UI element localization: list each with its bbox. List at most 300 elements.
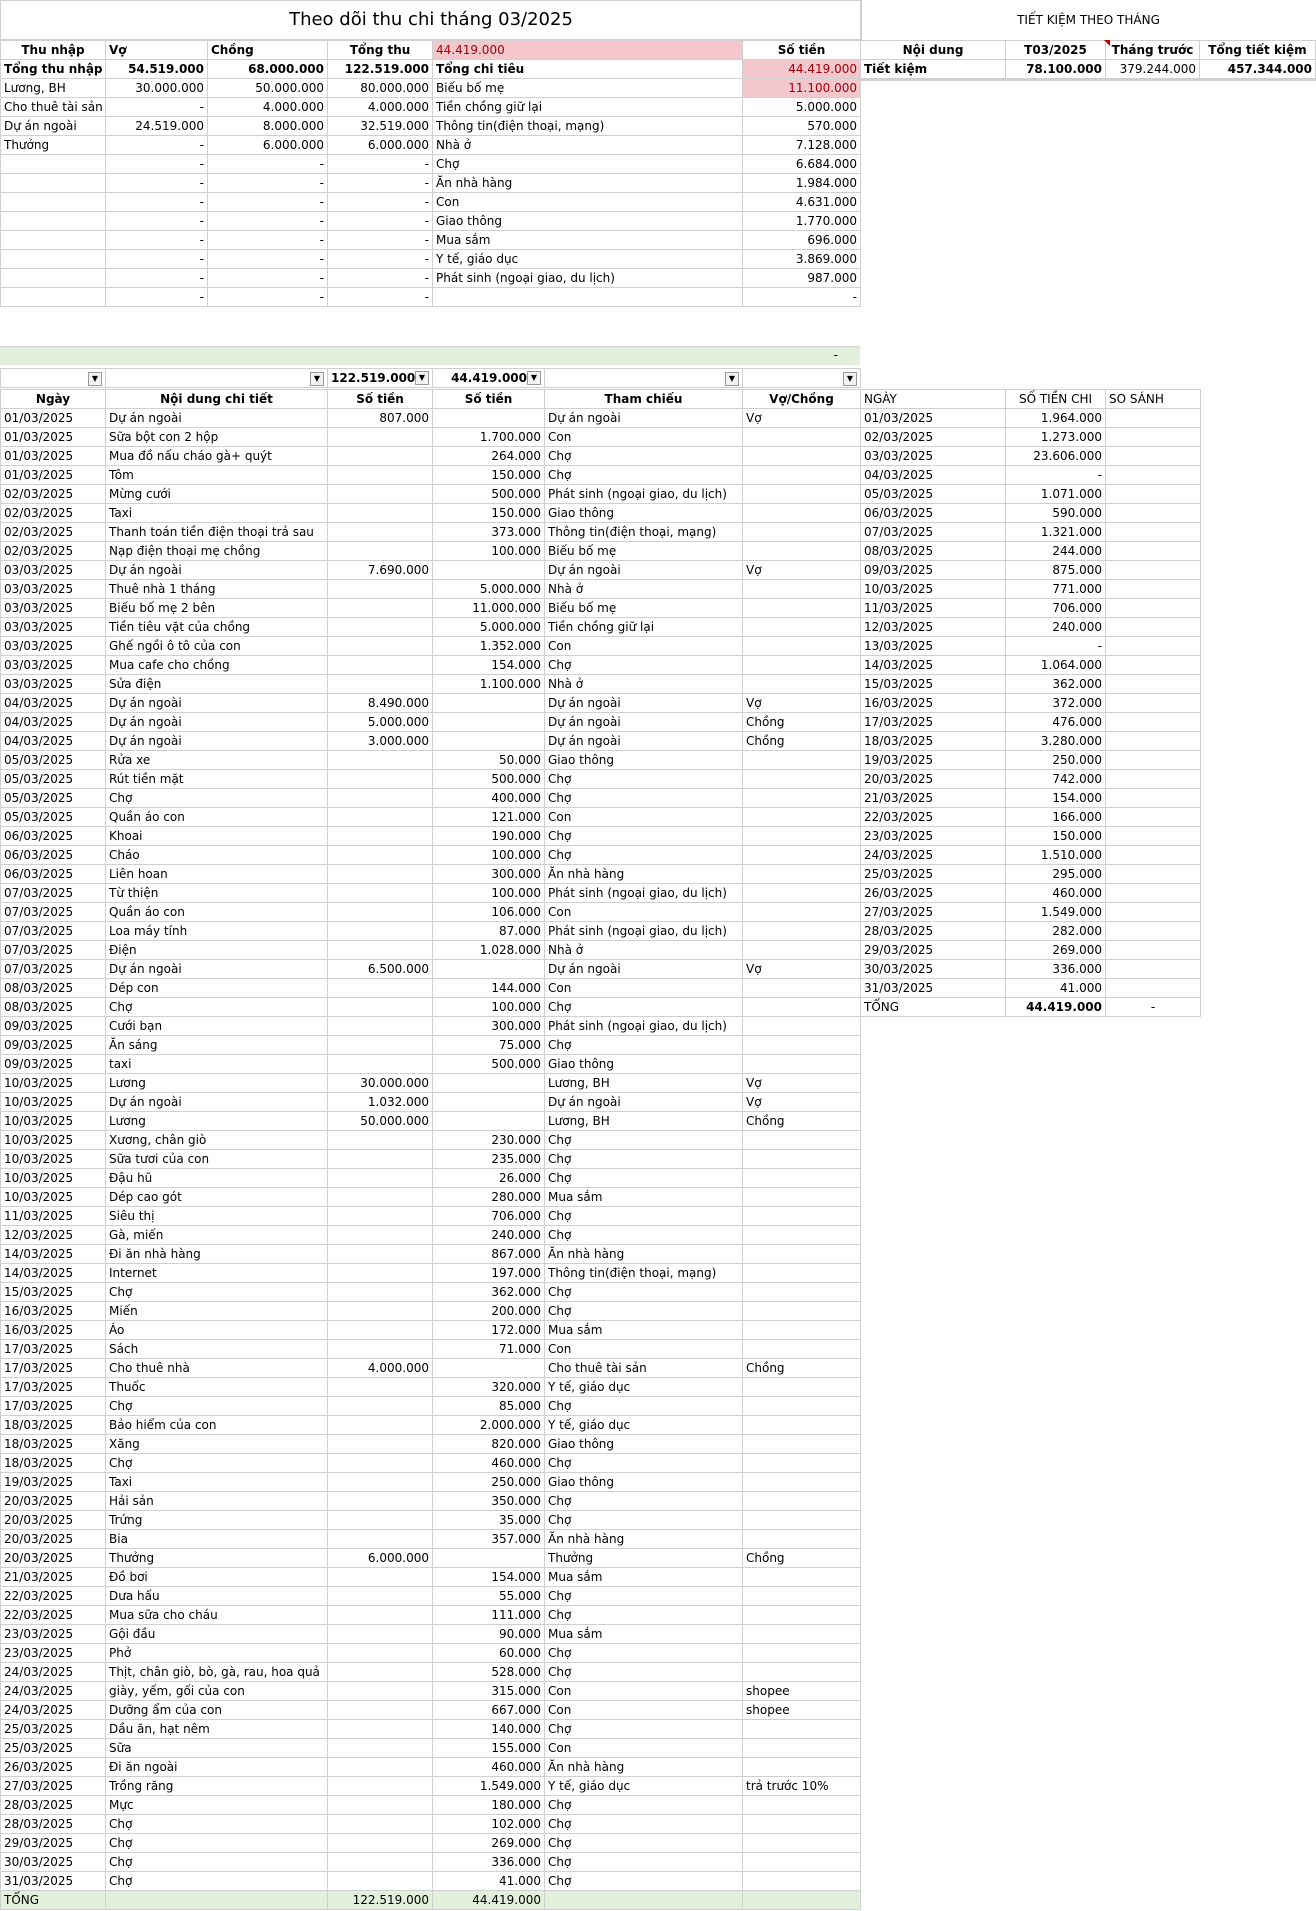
daily-row — [861, 979, 1201, 998]
expense-amount: 1.770.000 — [743, 212, 861, 231]
person-cell — [743, 599, 861, 618]
description-cell: Xương, chân giò — [106, 1131, 328, 1150]
person-cell — [743, 998, 861, 1017]
description-cell: Chợ — [106, 1283, 328, 1302]
transaction-row[interactable] — [1, 1321, 861, 1340]
description-cell: Dép cao gót — [106, 1188, 328, 1207]
reference-cell: Dự án ngoài — [545, 960, 743, 979]
transaction-row[interactable] — [1, 1055, 861, 1074]
transaction-row[interactable] — [1, 1511, 861, 1530]
transaction-row[interactable] — [1, 1150, 861, 1169]
transaction-row[interactable] — [1, 1777, 861, 1796]
reference-cell: Con — [545, 637, 743, 656]
daily-date: 25/03/2025 — [861, 865, 1006, 884]
transaction-row[interactable] — [1, 1625, 861, 1644]
person-cell — [743, 1815, 861, 1834]
description-cell: Dự án ngoài — [106, 1093, 328, 1112]
person-cell — [743, 1378, 861, 1397]
transaction-row[interactable] — [1, 428, 861, 447]
transaction-row[interactable] — [1, 1188, 861, 1207]
daily-amount: 1.273.000 — [1006, 428, 1106, 447]
person-cell — [743, 523, 861, 542]
date-cell: 23/03/2025 — [1, 1625, 106, 1644]
transaction-row[interactable] — [1, 1720, 861, 1739]
daily-compare — [1106, 941, 1201, 960]
transaction-row[interactable] — [1, 1796, 861, 1815]
total-income: - — [328, 288, 433, 307]
date-cell: 16/03/2025 — [1, 1321, 106, 1340]
reference-cell: Chợ — [545, 466, 743, 485]
transaction-row[interactable] — [1, 713, 861, 732]
total-income: - — [328, 174, 433, 193]
transaction-row[interactable] — [1, 1435, 861, 1454]
reference-cell: Ăn nhà hàng — [545, 1758, 743, 1777]
income-amount-cell — [328, 1245, 433, 1264]
header-cell: Nội dung — [861, 41, 1006, 60]
expense-amount-cell — [433, 1359, 545, 1378]
expense-amount-cell: 1.352.000 — [433, 637, 545, 656]
date-cell: 20/03/2025 — [1, 1549, 106, 1568]
person-cell — [743, 1397, 861, 1416]
description-cell: Thưởng — [106, 1549, 328, 1568]
header-cell: Số tiền — [433, 390, 545, 409]
transaction-row[interactable] — [1, 618, 861, 637]
income-amount-cell — [328, 1226, 433, 1245]
income-header-row — [1, 41, 861, 60]
person-cell: Vợ — [743, 960, 861, 979]
date-cell: 05/03/2025 — [1, 808, 106, 827]
date-cell: 21/03/2025 — [1, 1568, 106, 1587]
reference-cell: Chợ — [545, 1815, 743, 1834]
filter-cell[interactable] — [743, 369, 861, 388]
person-cell — [743, 1872, 861, 1891]
date-cell: 18/03/2025 — [1, 1435, 106, 1454]
transaction-row[interactable] — [1, 1036, 861, 1055]
wife-amount: - — [106, 231, 208, 250]
income-row — [1, 60, 861, 79]
income-label — [1, 269, 106, 288]
expense-amount: 3.869.000 — [743, 250, 861, 269]
person-cell — [743, 1435, 861, 1454]
filter-dropdown-icon[interactable]: ▼ — [527, 371, 541, 385]
transaction-row[interactable] — [1, 1264, 861, 1283]
expense-category: Thông tin(điện thoại, mạng) — [433, 117, 743, 136]
transaction-row[interactable] — [1, 922, 861, 941]
person-cell — [743, 1245, 861, 1264]
daily-compare — [1106, 979, 1201, 998]
daily-date: 05/03/2025 — [861, 485, 1006, 504]
income-amount-cell — [328, 1435, 433, 1454]
expense-category: Mua sắm — [433, 231, 743, 250]
date-cell: 17/03/2025 — [1, 1397, 106, 1416]
income-amount-cell — [328, 1606, 433, 1625]
transaction-row[interactable] — [1, 466, 861, 485]
date-cell: 03/03/2025 — [1, 580, 106, 599]
transaction-row[interactable] — [1, 1359, 861, 1378]
transaction-row[interactable] — [1, 1530, 861, 1549]
daily-date: 03/03/2025 — [861, 447, 1006, 466]
filter-dropdown-icon[interactable]: ▼ — [310, 372, 324, 386]
daily-compare — [1106, 770, 1201, 789]
income-amount-cell — [328, 1321, 433, 1340]
expense-amount-cell: 60.000 — [433, 1644, 545, 1663]
income-amount-cell: 6.000.000 — [328, 1549, 433, 1568]
transaction-row[interactable] — [1, 1492, 861, 1511]
income-amount-cell: 807.000 — [328, 409, 433, 428]
expense-amount-cell: 336.000 — [433, 1853, 545, 1872]
transaction-row[interactable] — [1, 998, 861, 1017]
filter-cell[interactable] — [106, 369, 328, 388]
income-amount-cell — [328, 428, 433, 447]
transaction-row[interactable] — [1, 1397, 861, 1416]
date-cell: 25/03/2025 — [1, 1739, 106, 1758]
transaction-row[interactable] — [1, 656, 861, 675]
transaction-row[interactable] — [1, 865, 861, 884]
person-cell — [743, 1625, 861, 1644]
description-cell: Cưới bạn — [106, 1017, 328, 1036]
date-cell: 28/03/2025 — [1, 1796, 106, 1815]
reference-cell: Chợ — [545, 846, 743, 865]
reference-cell: Chợ — [545, 1644, 743, 1663]
daily-row — [861, 561, 1201, 580]
person-cell — [743, 1473, 861, 1492]
transaction-row[interactable] — [1, 1340, 861, 1359]
reference-cell: Phát sinh (ngoại giao, du lịch) — [545, 485, 743, 504]
reference-cell: Dự án ngoài — [545, 732, 743, 751]
person-cell — [743, 922, 861, 941]
person-cell — [743, 428, 861, 447]
wife-amount: - — [106, 269, 208, 288]
transaction-row[interactable] — [1, 1074, 861, 1093]
description-cell: Khoai — [106, 827, 328, 846]
husband-amount: - — [208, 288, 328, 307]
income-amount-cell — [328, 1644, 433, 1663]
daily-date: 04/03/2025 — [861, 466, 1006, 485]
reference-cell: Con — [545, 1682, 743, 1701]
transaction-row[interactable] — [1, 1853, 861, 1872]
daily-compare — [1106, 599, 1201, 618]
reference-cell: Giao thông — [545, 504, 743, 523]
date-cell: 05/03/2025 — [1, 770, 106, 789]
total-income: - — [328, 155, 433, 174]
person-cell — [743, 1302, 861, 1321]
date-cell: 01/03/2025 — [1, 409, 106, 428]
income-amount-cell — [328, 1340, 433, 1359]
person-cell: trả trước 10% — [743, 1777, 861, 1796]
date-cell: 30/03/2025 — [1, 1853, 106, 1872]
date-cell: 02/03/2025 — [1, 504, 106, 523]
person-cell: shopee — [743, 1701, 861, 1720]
transaction-row[interactable] — [1, 1663, 861, 1682]
filter-amount-in: 122.519.000 — [331, 371, 416, 385]
reference-cell: Chợ — [545, 1511, 743, 1530]
reference-cell: Chợ — [545, 1302, 743, 1321]
filter-cell[interactable] — [328, 369, 433, 388]
description-cell: taxi — [106, 1055, 328, 1074]
daily-date: 15/03/2025 — [861, 675, 1006, 694]
total-income: - — [328, 212, 433, 231]
description-cell: Hải sản — [106, 1492, 328, 1511]
transaction-row[interactable] — [1, 447, 861, 466]
header-cell: Tháng trước — [1106, 41, 1200, 60]
transaction-row[interactable] — [1, 1606, 861, 1625]
description-cell: Mừng cưới — [106, 485, 328, 504]
person-cell — [743, 1207, 861, 1226]
transaction-row[interactable] — [1, 523, 861, 542]
transaction-row[interactable] — [1, 941, 861, 960]
daily-row — [861, 827, 1201, 846]
filter-dropdown-icon[interactable]: ▼ — [725, 372, 739, 386]
filter-cell[interactable] — [545, 369, 743, 388]
reference-cell: Con — [545, 1340, 743, 1359]
reference-cell: Chợ — [545, 770, 743, 789]
reference-cell: Con — [545, 979, 743, 998]
transaction-row[interactable] — [1, 580, 861, 599]
filter-cell[interactable] — [433, 369, 545, 388]
transaction-row[interactable] — [1, 1644, 861, 1663]
person-cell — [743, 1283, 861, 1302]
income-amount-cell — [328, 1055, 433, 1074]
description-cell: Siêu thị — [106, 1207, 328, 1226]
transaction-row[interactable] — [1, 675, 861, 694]
date-cell: 08/03/2025 — [1, 998, 106, 1017]
daily-amount: 244.000 — [1006, 542, 1106, 561]
reference-cell: Con — [545, 808, 743, 827]
income-amount-cell — [328, 1492, 433, 1511]
savings-label: Tiết kiệm — [861, 60, 1006, 79]
date-cell: 07/03/2025 — [1, 960, 106, 979]
transaction-row[interactable] — [1, 827, 861, 846]
person-cell — [743, 1264, 861, 1283]
expense-amount-cell: 269.000 — [433, 1834, 545, 1853]
expense-amount-cell: 264.000 — [433, 447, 545, 466]
daily-compare — [1106, 846, 1201, 865]
expense-amount-cell: 1.100.000 — [433, 675, 545, 694]
transaction-row[interactable] — [1, 1815, 861, 1834]
expense-amount-cell: 240.000 — [433, 1226, 545, 1245]
daily-amount: 476.000 — [1006, 713, 1106, 732]
filter-dropdown-icon[interactable]: ▼ — [88, 372, 102, 386]
reference-cell: Chợ — [545, 1131, 743, 1150]
transaction-row[interactable] — [1, 599, 861, 618]
transaction-row[interactable] — [1, 1245, 861, 1264]
transaction-row[interactable] — [1, 1758, 861, 1777]
description-cell: Dự án ngoài — [106, 732, 328, 751]
date-cell: 07/03/2025 — [1, 903, 106, 922]
description-cell: Điện — [106, 941, 328, 960]
daily-row — [861, 542, 1201, 561]
expense-amount: 5.000.000 — [743, 98, 861, 117]
transaction-row[interactable] — [1, 694, 861, 713]
income-row — [1, 117, 861, 136]
income-amount-cell — [328, 618, 433, 637]
transaction-row[interactable] — [1, 770, 861, 789]
person-cell — [743, 1739, 861, 1758]
income-amount-cell — [328, 1283, 433, 1302]
savings-current: 78.100.000 — [1006, 60, 1106, 79]
date-cell: 03/03/2025 — [1, 618, 106, 637]
transaction-row[interactable] — [1, 637, 861, 656]
transaction-row[interactable] — [1, 1226, 861, 1245]
daily-compare — [1106, 751, 1201, 770]
filter-dropdown-icon[interactable]: ▼ — [843, 372, 857, 386]
transaction-row[interactable] — [1, 1302, 861, 1321]
description-cell: Dự án ngoài — [106, 960, 328, 979]
transaction-row[interactable] — [1, 1568, 861, 1587]
total-income: 122.519.000 — [328, 60, 433, 79]
person-cell — [743, 1834, 861, 1853]
transaction-row[interactable] — [1, 979, 861, 998]
transaction-row[interactable] — [1, 561, 861, 580]
reference-cell: Con — [545, 903, 743, 922]
transaction-row[interactable] — [1, 542, 861, 561]
income-amount-cell — [328, 1739, 433, 1758]
expense-amount-cell: 2.000.000 — [433, 1416, 545, 1435]
transaction-row[interactable] — [1, 1872, 861, 1891]
expense-amount-cell: 528.000 — [433, 1663, 545, 1682]
reference-cell: Nhà ở — [545, 941, 743, 960]
date-cell: 07/03/2025 — [1, 884, 106, 903]
income-amount-cell — [328, 466, 433, 485]
income-amount-cell — [328, 1682, 433, 1701]
income-amount-cell — [328, 751, 433, 770]
header-cell: Tham chiếu — [545, 390, 743, 409]
description-cell: giày, yếm, gối của con — [106, 1682, 328, 1701]
income-amount-cell — [328, 1264, 433, 1283]
description-cell: Dự án ngoài — [106, 713, 328, 732]
description-cell: Miến — [106, 1302, 328, 1321]
person-cell — [743, 1511, 861, 1530]
expense-amount-cell: 106.000 — [433, 903, 545, 922]
transaction-row[interactable] — [1, 732, 861, 751]
description-cell: Chợ — [106, 1853, 328, 1872]
header-cell: SO SÁNH — [1106, 390, 1201, 409]
expense-amount-cell: 820.000 — [433, 1435, 545, 1454]
transaction-row[interactable] — [1, 409, 861, 428]
reference-cell: Chợ — [545, 1796, 743, 1815]
person-cell — [743, 504, 861, 523]
transaction-row[interactable] — [1, 1549, 861, 1568]
transaction-row[interactable] — [1, 808, 861, 827]
expense-amount-cell: 180.000 — [433, 1796, 545, 1815]
transaction-row[interactable] — [1, 1207, 861, 1226]
daily-row — [861, 637, 1201, 656]
transaction-row[interactable] — [1, 1416, 861, 1435]
income-amount-cell — [328, 1587, 433, 1606]
transaction-row[interactable] — [1, 1454, 861, 1473]
wife-amount: - — [106, 136, 208, 155]
wife-amount: - — [106, 155, 208, 174]
transaction-row[interactable] — [1, 789, 861, 808]
transaction-row[interactable] — [1, 751, 861, 770]
reference-cell: Dự án ngoài — [545, 409, 743, 428]
date-cell: 20/03/2025 — [1, 1530, 106, 1549]
date-cell: 19/03/2025 — [1, 1473, 106, 1492]
expense-amount: 6.684.000 — [743, 155, 861, 174]
reference-cell: Phát sinh (ngoại giao, du lịch) — [545, 884, 743, 903]
date-cell: 08/03/2025 — [1, 979, 106, 998]
expense-amount-cell: 230.000 — [433, 1131, 545, 1150]
transaction-row[interactable] — [1, 1834, 861, 1853]
date-cell: 10/03/2025 — [1, 1131, 106, 1150]
transaction-row[interactable] — [1, 1587, 861, 1606]
date-cell: 16/03/2025 — [1, 1302, 106, 1321]
daily-compare — [1106, 523, 1201, 542]
description-cell: Sữa — [106, 1739, 328, 1758]
transaction-row[interactable] — [1, 1131, 861, 1150]
savings-table — [860, 40, 1316, 81]
daily-total-row — [861, 998, 1201, 1017]
person-cell — [743, 618, 861, 637]
transaction-row[interactable] — [1, 504, 861, 523]
daily-spending-table — [860, 389, 1201, 1017]
reference-cell: Con — [545, 428, 743, 447]
reference-cell: Mua sắm — [545, 1568, 743, 1587]
expense-amount-cell: 100.000 — [433, 998, 545, 1017]
income-amount-cell — [328, 1036, 433, 1055]
income-row — [1, 136, 861, 155]
transaction-row[interactable] — [1, 846, 861, 865]
expense-amount-cell: 400.000 — [433, 789, 545, 808]
expense-amount-cell: 100.000 — [433, 846, 545, 865]
date-cell: 24/03/2025 — [1, 1701, 106, 1720]
transaction-row[interactable] — [1, 960, 861, 979]
transaction-row[interactable] — [1, 1378, 861, 1397]
transaction-row[interactable] — [1, 1473, 861, 1492]
transaction-row[interactable] — [1, 903, 861, 922]
transaction-row[interactable] — [1, 1283, 861, 1302]
description-cell: Dép con — [106, 979, 328, 998]
date-cell: 07/03/2025 — [1, 941, 106, 960]
date-cell: 20/03/2025 — [1, 1511, 106, 1530]
transaction-row[interactable] — [1, 1682, 861, 1701]
person-cell: Vợ — [743, 561, 861, 580]
transaction-row[interactable] — [1, 884, 861, 903]
income-label: Thưởng — [1, 136, 106, 155]
person-cell — [743, 466, 861, 485]
transaction-row[interactable] — [1, 1112, 861, 1131]
reference-cell: Ăn nhà hàng — [545, 1245, 743, 1264]
daily-amount: 1.071.000 — [1006, 485, 1106, 504]
reference-cell: Chợ — [545, 1226, 743, 1245]
daily-amount: 372.000 — [1006, 694, 1106, 713]
income-label — [1, 231, 106, 250]
daily-row — [861, 903, 1201, 922]
reference-cell: Con — [545, 1701, 743, 1720]
transaction-row[interactable] — [1, 1701, 861, 1720]
income-row — [1, 269, 861, 288]
expense-amount-cell: 706.000 — [433, 1207, 545, 1226]
expense-amount-cell: 667.000 — [433, 1701, 545, 1720]
expense-amount-cell: 35.000 — [433, 1511, 545, 1530]
transaction-row[interactable] — [1, 1169, 861, 1188]
transaction-row[interactable] — [1, 1093, 861, 1112]
daily-compare — [1106, 960, 1201, 979]
filter-dropdown-icon[interactable]: ▼ — [415, 371, 429, 385]
daily-date: 17/03/2025 — [861, 713, 1006, 732]
transaction-row[interactable] — [1, 1739, 861, 1758]
daily-amount: 336.000 — [1006, 960, 1106, 979]
husband-amount: - — [208, 250, 328, 269]
transaction-row[interactable] — [1, 485, 861, 504]
reference-cell: Chợ — [545, 1150, 743, 1169]
reference-cell: Chợ — [545, 1853, 743, 1872]
transaction-row[interactable] — [1, 1017, 861, 1036]
filter-cell[interactable] — [1, 369, 106, 388]
daily-date: 27/03/2025 — [861, 903, 1006, 922]
person-cell — [743, 1492, 861, 1511]
expense-amount-cell: 41.000 — [433, 1872, 545, 1891]
